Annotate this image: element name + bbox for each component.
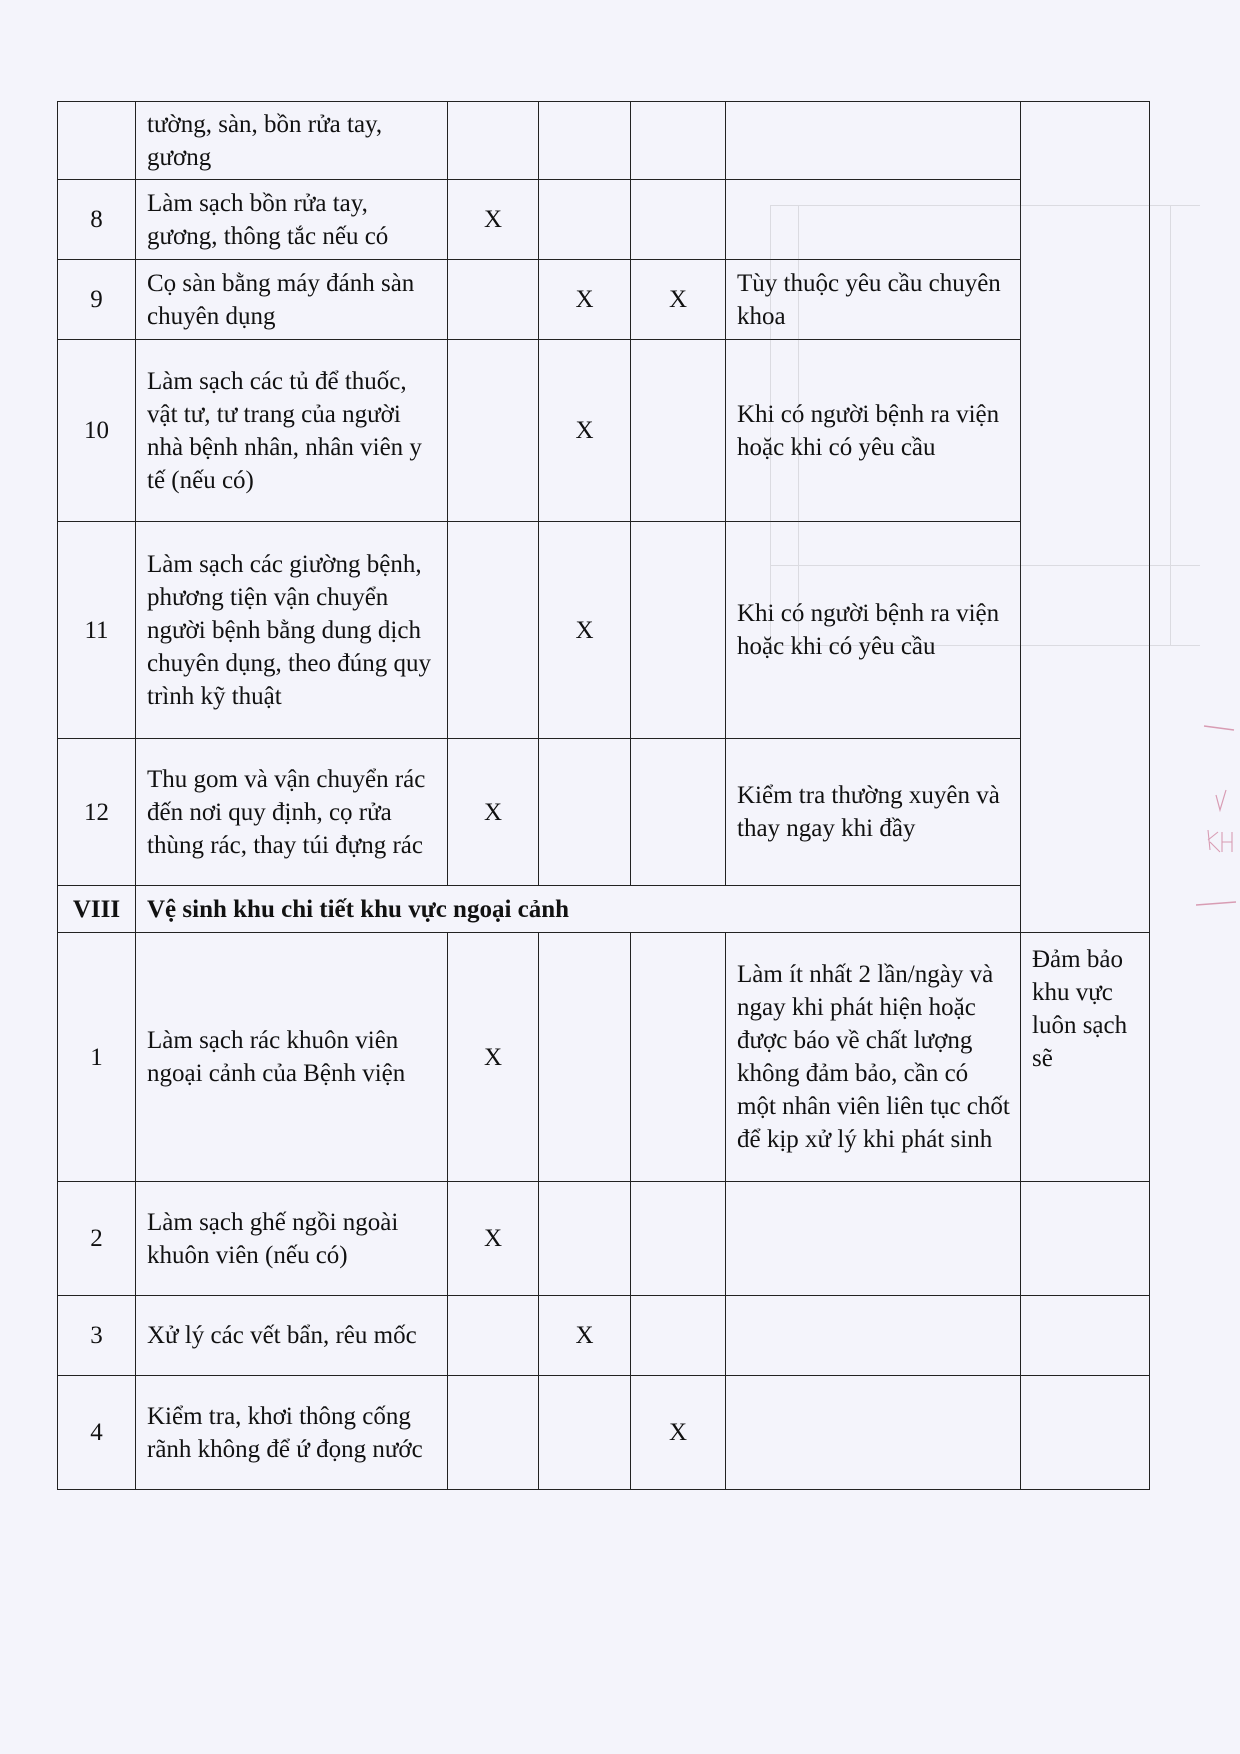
task-note: Tùy thuộc yêu cầu chuyên khoa <box>726 260 1021 340</box>
frequency-mark: X <box>448 180 539 260</box>
task-description: tường, sàn, bồn rửa tay, gương <box>136 102 448 180</box>
table-row <box>58 933 1150 1182</box>
frequency-mark: X <box>539 522 631 739</box>
task-note: Khi có người bệnh ra viện hoặc khi có yêu cầu <box>726 522 1021 739</box>
frequency-mark <box>448 522 539 739</box>
table-row <box>58 340 1150 522</box>
cleaning-task-table <box>57 101 1150 1490</box>
row-number: 8 <box>58 180 136 260</box>
task-note <box>726 1182 1021 1296</box>
frequency-mark: X <box>448 933 539 1182</box>
task-note <box>726 180 1021 260</box>
frequency-mark <box>448 1376 539 1490</box>
table-row <box>58 1376 1150 1490</box>
frequency-mark <box>631 340 726 522</box>
frequency-mark: X <box>539 340 631 522</box>
row-number: 9 <box>58 260 136 340</box>
row-number: 1 <box>58 933 136 1182</box>
table-row <box>58 102 1150 180</box>
section-number: VIII <box>58 886 136 933</box>
row-number: 11 <box>58 522 136 739</box>
frequency-mark <box>631 933 726 1182</box>
task-description: Làm sạch các giường bệnh, phương tiện vận chuyển người bệnh bằng dung dịch chuyên dụng, theo đúng quy trình kỹ thuật <box>136 522 448 739</box>
task-note: Kiểm tra thường xuyên và thay ngay khi đầy <box>726 739 1021 886</box>
row-number: 12 <box>58 739 136 886</box>
task-description: Làm sạch ghế ngồi ngoài khuôn viên (nếu có) <box>136 1182 448 1296</box>
section-requirement: Đảm bảo khu vực luôn sạch sẽ <box>1021 933 1150 1182</box>
frequency-mark: X <box>539 1296 631 1376</box>
task-note <box>726 1376 1021 1490</box>
frequency-mark <box>631 522 726 739</box>
task-note: Làm ít nhất 2 lần/ngày và ngay khi phát hiện hoặc được báo về chất lượng không đảm bảo, cần có một nhân viên liên tục chốt để kịp xử lý khi phát sinh <box>726 933 1021 1182</box>
row-number: 2 <box>58 1182 136 1296</box>
frequency-mark <box>539 102 631 180</box>
row-number: 3 <box>58 1296 136 1376</box>
task-table-container <box>57 101 1149 1490</box>
frequency-mark <box>539 933 631 1182</box>
frequency-mark <box>631 102 726 180</box>
task-note <box>726 1296 1021 1376</box>
requirement-cell <box>1021 1376 1150 1490</box>
frequency-mark: X <box>448 1182 539 1296</box>
task-description: Xử lý các vết bẩn, rêu mốc <box>136 1296 448 1376</box>
frequency-mark <box>448 340 539 522</box>
frequency-mark <box>448 260 539 340</box>
frequency-mark: X <box>448 739 539 886</box>
frequency-mark <box>448 102 539 180</box>
frequency-mark <box>539 1376 631 1490</box>
section-header-row <box>58 886 1150 933</box>
requirement-cell <box>1021 1182 1150 1296</box>
frequency-mark: X <box>631 260 726 340</box>
table-row <box>58 180 1150 260</box>
frequency-mark <box>539 1182 631 1296</box>
frequency-mark: X <box>631 1376 726 1490</box>
table-row <box>58 739 1150 886</box>
frequency-mark <box>539 739 631 886</box>
task-description: Thu gom và vận chuyển rác đến nơi quy định, cọ rửa thùng rác, thay túi đựng rác <box>136 739 448 886</box>
frequency-mark: X <box>539 260 631 340</box>
table-row <box>58 260 1150 340</box>
frequency-mark <box>448 1296 539 1376</box>
task-description: Làm sạch các tủ để thuốc, vật tư, tư trang của người nhà bệnh nhân, nhân viên y tế (nếu có) <box>136 340 448 522</box>
section-title: Vệ sinh khu chi tiết khu vực ngoại cảnh <box>136 886 1021 933</box>
frequency-mark <box>631 739 726 886</box>
table-row <box>58 522 1150 739</box>
requirement-cell <box>1021 102 1150 933</box>
row-number <box>58 102 136 180</box>
task-description: Làm sạch bồn rửa tay, gương, thông tắc nếu có <box>136 180 448 260</box>
frequency-mark <box>631 180 726 260</box>
margin-ink-mark <box>1196 720 1236 920</box>
task-note <box>726 102 1021 180</box>
row-number: 10 <box>58 340 136 522</box>
task-description: Kiểm tra, khơi thông cống rãnh không để ứ đọng nước <box>136 1376 448 1490</box>
requirement-cell <box>1021 1296 1150 1376</box>
frequency-mark <box>631 1182 726 1296</box>
task-description: Cọ sàn bằng máy đánh sàn chuyên dụng <box>136 260 448 340</box>
frequency-mark <box>539 180 631 260</box>
table-row <box>58 1296 1150 1376</box>
task-description: Làm sạch rác khuôn viên ngoại cảnh của Bệnh viện <box>136 933 448 1182</box>
table-row <box>58 1182 1150 1296</box>
frequency-mark <box>631 1296 726 1376</box>
row-number: 4 <box>58 1376 136 1490</box>
task-note: Khi có người bệnh ra viện hoặc khi có yêu cầu <box>726 340 1021 522</box>
